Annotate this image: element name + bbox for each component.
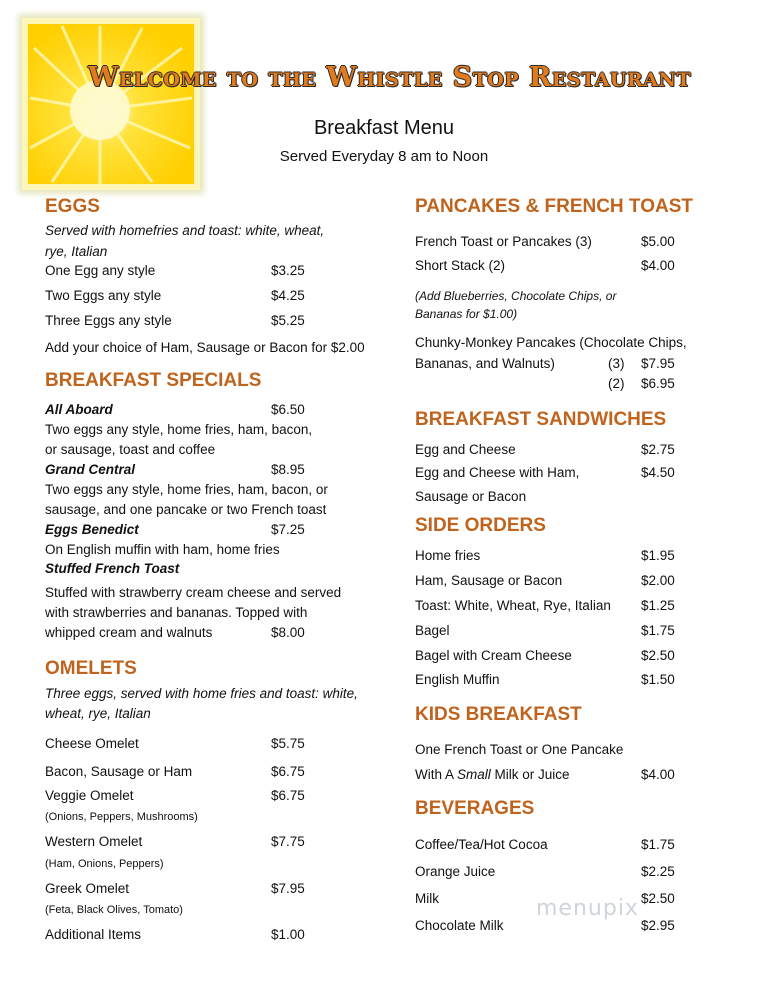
menu-item-name: One French Toast or One Pancake	[415, 742, 624, 757]
menu-item-name: Toast: White, Wheat, Rye, Italian	[415, 598, 611, 613]
menu-item-name: Three Eggs any style	[45, 313, 172, 328]
beverages-heading: BEVERAGES	[415, 798, 535, 819]
menu-item-name: Eggs Benedict	[45, 522, 139, 537]
menu-item-name: Coffee/Tea/Hot Cocoa	[415, 837, 548, 852]
menu-item-name: Veggie Omelet	[45, 788, 134, 803]
menu-item-price: $3.25	[271, 263, 305, 278]
restaurant-title: Welcome to the Whistle Stop Restaurant	[88, 62, 692, 93]
menu-item-name: Stuffed French Toast	[45, 561, 180, 576]
menu-item-price: $2.50	[641, 891, 675, 906]
eggs-desc: rye, Italian	[45, 244, 108, 259]
omelets-desc: Three eggs, served with home fries and toast: white,	[45, 686, 358, 701]
menu-item-qty: (2)	[608, 376, 625, 391]
menu-item-price: $6.75	[271, 788, 305, 803]
menu-item-name: English Muffin	[415, 672, 500, 687]
menu-item-price: $5.25	[271, 313, 305, 328]
menu-item-price: $6.75	[271, 764, 305, 779]
menu-item-desc: Sausage or Bacon	[415, 489, 527, 504]
menu-item-price: $1.25	[641, 598, 675, 613]
menu-item-price: $4.25	[271, 288, 305, 303]
eggs-addon: Add your choice of Ham, Sausage or Bacon for $2.00	[45, 340, 365, 355]
menu-item-name: Milk	[415, 891, 439, 906]
menu-item-desc: On English muffin with ham, home fries	[45, 542, 280, 557]
menu-item-price: $2.50	[641, 648, 675, 663]
menu-item-name: Short Stack (2)	[415, 258, 506, 273]
menu-item-qty: (3)	[608, 356, 625, 371]
menu-item-price: $2.00	[641, 573, 675, 588]
menu-item-price: $4.00	[641, 767, 675, 782]
eggs-heading: EGGS	[45, 196, 100, 217]
menu-item-price: $2.75	[641, 442, 675, 457]
menu-item-name: Orange Juice	[415, 864, 496, 879]
menu-item-note: (Feta, Black Olives, Tomato)	[45, 904, 183, 916]
menu-item-price: $8.00	[271, 625, 305, 640]
specials-heading: BREAKFAST SPECIALS	[45, 370, 262, 391]
menu-item-name: Bacon, Sausage or Ham	[45, 764, 193, 779]
menu-item-name: Western Omelet	[45, 834, 143, 849]
menu-item-price: $2.95	[641, 918, 675, 933]
menu-item-price: $6.50	[271, 402, 305, 417]
eggs-desc: Served with homefries and toast: white, wheat,	[45, 223, 325, 238]
menu-item-price: $5.75	[271, 736, 305, 751]
menu-item-name: Cheese Omelet	[45, 736, 139, 751]
sandwiches-heading: BREAKFAST SANDWICHES	[415, 409, 667, 430]
menu-item-desc: Stuffed with strawberry cream cheese and served	[45, 585, 342, 600]
menu-item-name: Additional Items	[45, 927, 142, 942]
menu-item-name: All Aboard	[45, 402, 113, 417]
omelets-heading: OMELETS	[45, 658, 137, 679]
menu-item-price: $7.75	[271, 834, 305, 849]
omelets-desc: wheat, rye, Italian	[45, 706, 151, 721]
menu-item-price: $7.25	[271, 522, 305, 537]
menu-item-name: Ham, Sausage or Bacon	[415, 573, 563, 588]
menu-item-name: Chunky-Monkey Pancakes (Chocolate Chips,	[415, 335, 687, 350]
menu-item-desc: Two eggs any style, home fries, ham, bacon,	[45, 422, 313, 437]
pancakes-note: Bananas for $1.00)	[415, 307, 518, 321]
menu-item-name: Chocolate Milk	[415, 918, 504, 933]
kids-text-small: Small	[457, 767, 491, 782]
menu-item-name: Egg and Cheese	[415, 442, 516, 457]
menu-item-name: Bagel with Cream Cheese	[415, 648, 572, 663]
pancakes-heading: PANCAKES & FRENCH TOAST	[415, 196, 693, 217]
menu-item-price: $5.00	[641, 234, 675, 249]
menu-item-desc	[415, 767, 570, 782]
menu-item-price: $1.50	[641, 672, 675, 687]
menu-item-name: Two Eggs any style	[45, 288, 162, 303]
menu-item-price: $1.00	[271, 927, 305, 942]
menu-item-price: $6.95	[641, 376, 675, 391]
kids-heading: KIDS BREAKFAST	[415, 704, 582, 725]
menu-item-note: (Ham, Onions, Peppers)	[45, 858, 164, 870]
menu-item-name: Bagel	[415, 623, 450, 638]
served-hours: Served Everyday 8 am to Noon	[279, 148, 489, 165]
menu-item-desc: with strawberries and bananas. Topped with	[45, 605, 308, 620]
menu-item-price: $1.75	[641, 837, 675, 852]
menu-item-price: $1.75	[641, 623, 675, 638]
watermark: menupix	[536, 896, 639, 921]
menu-item-price: $7.95	[271, 881, 305, 896]
menu-item-price: $4.50	[641, 465, 675, 480]
menu-item-name: Egg and Cheese with Ham,	[415, 465, 580, 480]
menu-item-price: $8.95	[271, 462, 305, 477]
menu-item-name: Grand Central	[45, 462, 136, 477]
menu-item-desc: Bananas, and Walnuts)	[415, 356, 555, 371]
menu-title: Breakfast Menu	[313, 117, 455, 139]
menu-item-note: (Onions, Peppers, Mushrooms)	[45, 811, 198, 823]
pancakes-note: (Add Blueberries, Chocolate Chips, or	[415, 289, 617, 303]
menu-item-name: Home fries	[415, 548, 481, 563]
menu-item-name: One Egg any style	[45, 263, 156, 278]
menu-item-price: $1.95	[641, 548, 675, 563]
menu-item-name: Greek Omelet	[45, 881, 130, 896]
kids-text: Milk or Juice	[490, 767, 570, 782]
menu-item-price: $4.00	[641, 258, 675, 273]
menu-item-desc: Two eggs any style, home fries, ham, bacon, or	[45, 482, 328, 497]
menu-item-name: French Toast or Pancakes (3)	[415, 234, 592, 249]
kids-text: With A	[415, 767, 458, 782]
menu-item-price: $2.25	[641, 864, 675, 879]
menu-item-desc: sausage, and one pancake or two French toast	[45, 502, 327, 517]
sides-heading: SIDE ORDERS	[415, 515, 546, 536]
menu-item-desc: whipped cream and walnuts	[45, 625, 213, 640]
menu-item-price: $7.95	[641, 356, 675, 371]
menu-item-desc: or sausage, toast and coffee	[45, 442, 216, 457]
